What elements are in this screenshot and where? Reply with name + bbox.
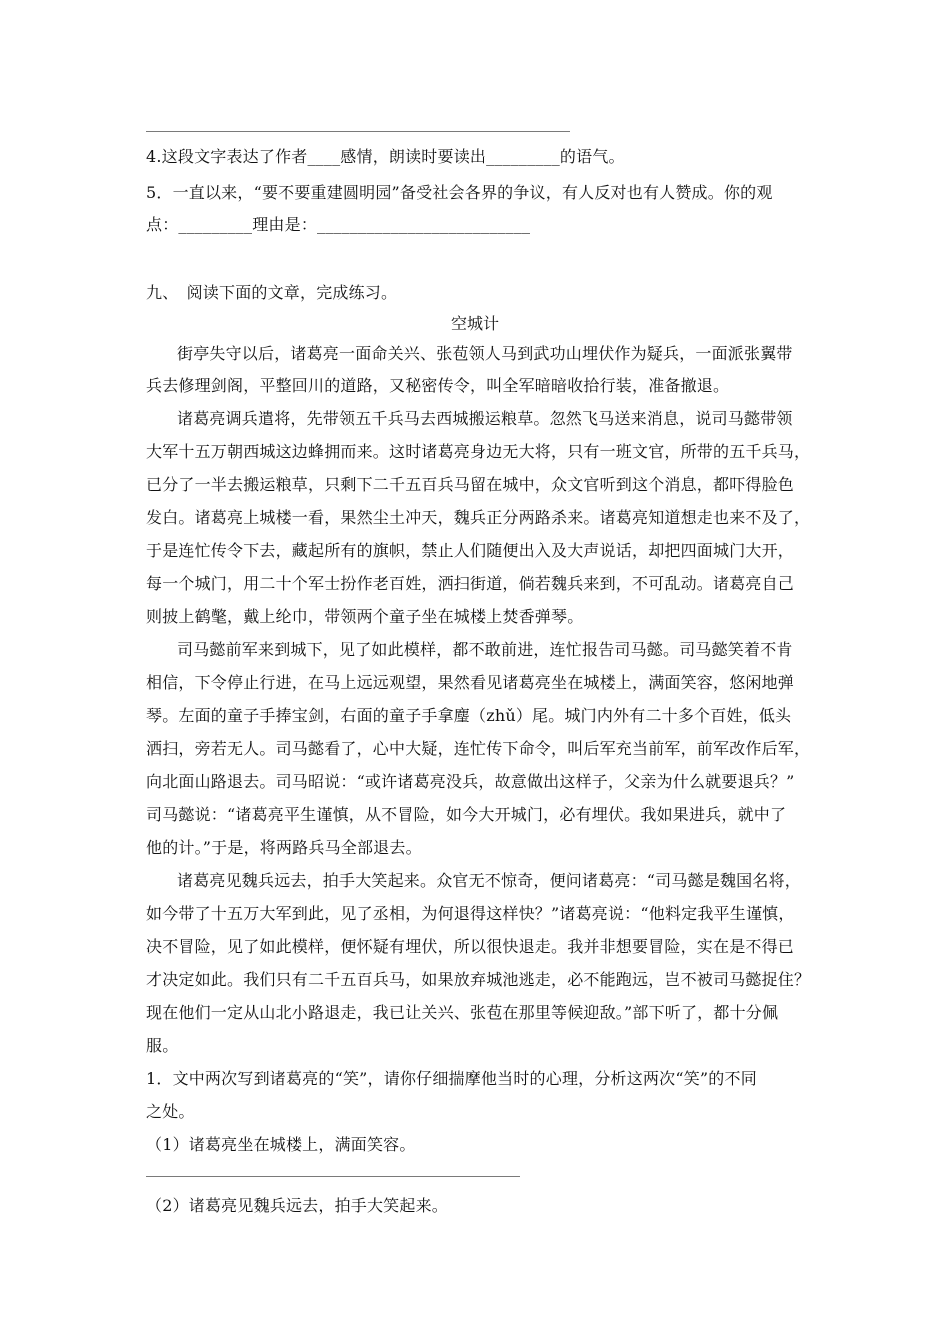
q4-text-post: 的语气。	[559, 147, 625, 166]
p3-line-1: 司马懿前军来到城下，见了如此模样，都不敢前进，连忙报告司马懿。司马懿笑着不肯	[177, 640, 793, 659]
p2-line-6: 每一个城门，用二十个军士扮作老百姓，洒扫街道，倘若魏兵来到，不可乱动。诸葛亮自己	[146, 574, 795, 593]
p1-line-1: 街亭失守以后，诸葛亮一面命关兴、张苞领人马到武功山埋伏作为疑兵，一面派张翼带	[177, 344, 793, 363]
question-1-sub-2: （2）诸葛亮见魏兵远去，拍手大笑起来。	[146, 1196, 448, 1215]
p2-line-7: 则披上鹤氅，戴上纶巾，带领两个童子坐在城楼上焚香弹琴。	[146, 607, 584, 626]
p2-line-3: 已分了一半去搬运粮草，只剩下二千五百兵马留在城中，众文官听到这个消息，都吓得脸色	[146, 475, 795, 494]
section-9-heading: 九、 阅读下面的文章，完成练习。	[146, 283, 398, 302]
question-5-line-1: 5．一直以来，“要不要重建圆明园”备受社会各界的争议，有人反对也有人赞成。你的观	[146, 183, 773, 202]
answer-line-sub-1	[146, 1176, 520, 1177]
p4-line-2: 如今带了十五万大军到此，见了丞相，为何退得这样快？”诸葛亮说：“他料定我平生谨慎，	[146, 904, 795, 923]
p4-line-3: 决不冒险，见了如此模样，便怀疑有埋伏，所以很快退走。我并非想要冒险，实在是不得已	[146, 937, 795, 956]
p2-line-2: 大军十五万朝西城这边蜂拥而来。这时诸葛亮身边无大将，只有一班文官，所带的五千兵马，	[146, 442, 811, 461]
q5-blank-view[interactable]: _________	[178, 215, 253, 234]
question-1-sub-1: （1）诸葛亮坐在城楼上，满面笑容。	[146, 1135, 416, 1154]
p1-line-2: 兵去修理剑阁，平整回川的道路，又秘密传令，叫全军暗暗收拾行装，准备撤退。	[146, 376, 730, 395]
p4-line-1: 诸葛亮见魏兵远去，拍手大笑起来。众官无不惊奇，便问诸葛亮：“司马懿是魏国名将，	[177, 871, 801, 890]
q5-blank-reason[interactable]: __________________________	[317, 215, 531, 234]
q5-label-reason: 理由是：	[252, 215, 318, 234]
q4-text-pre: 这段文字表达了作者	[161, 147, 308, 166]
q4-blank-2[interactable]: _________	[486, 147, 560, 166]
p3-line-4: 洒扫，旁若无人。司马懿看了，心中大疑，连忙传下命令，叫后军充当前军，前军改作后军，	[146, 739, 811, 758]
p3-line-5: 向北面山路退去。司马昭说：“或许诸葛亮没兵，故意做出这样子，父亲为什么就要退兵？”	[146, 772, 795, 791]
p3-line-3: 琴。左面的童子手捧宝剑，右面的童子手拿麈（zhǔ）尾。城门内外有二十多个百姓，低头	[146, 706, 792, 725]
p4-line-6: 服。	[146, 1036, 179, 1055]
question-5-line-2	[146, 211, 816, 239]
p2-line-1: 诸葛亮调兵遣将，先带领五千兵马去西城搬运粮草。忽然飞马送来消息，说司马懿带领	[177, 409, 793, 428]
question-1-line-1: 1．文中两次写到诸葛亮的“笑”，请你仔细揣摩他当时的心理，分析这两次“笑”的不同	[146, 1069, 757, 1088]
question-1-line-2: 之处。	[146, 1102, 195, 1121]
p2-line-5: 于是连忙传令下去，藏起所有的旗帜，禁止人们随便出入及大声说话，却把四面城门大开，	[146, 541, 795, 560]
q4-blank-1[interactable]: ____	[307, 147, 341, 166]
q4-number: 4.	[146, 147, 162, 166]
p3-line-2: 相信，下令停止行进，在马上远远观望，果然看见诸葛亮坐在城楼上，满面笑容，悠闲地弹	[146, 673, 795, 692]
p3-line-7: 他的计。”于是，将两路兵马全部退去。	[146, 838, 422, 857]
question-4	[146, 143, 816, 171]
answer-line-top	[146, 131, 570, 132]
q5-label-view: 点：	[146, 215, 179, 234]
p2-line-4: 发白。诸葛亮上城楼一看，果然尘土冲天，魏兵正分两路杀来。诸葛亮知道想走也来不及了，	[146, 508, 811, 527]
article-title: 空城计	[450, 314, 499, 333]
p3-line-6: 司马懿说：“诸葛亮平生谨慎，从不冒险，如今大开城门，必有埋伏。我如果进兵，就中了	[146, 805, 787, 824]
p4-line-4: 才决定如此。我们只有二千五百兵马，如果放弃城池逃走，必不能跑远，岂不被司马懿捉住？	[146, 970, 811, 989]
p4-line-5: 现在他们一定从山北小路退走，我已让关兴、张苞在那里等候迎敌。”部下听了，都十分佩	[146, 1003, 779, 1022]
q4-text-mid: 感情，朗读时要读出	[340, 147, 487, 166]
